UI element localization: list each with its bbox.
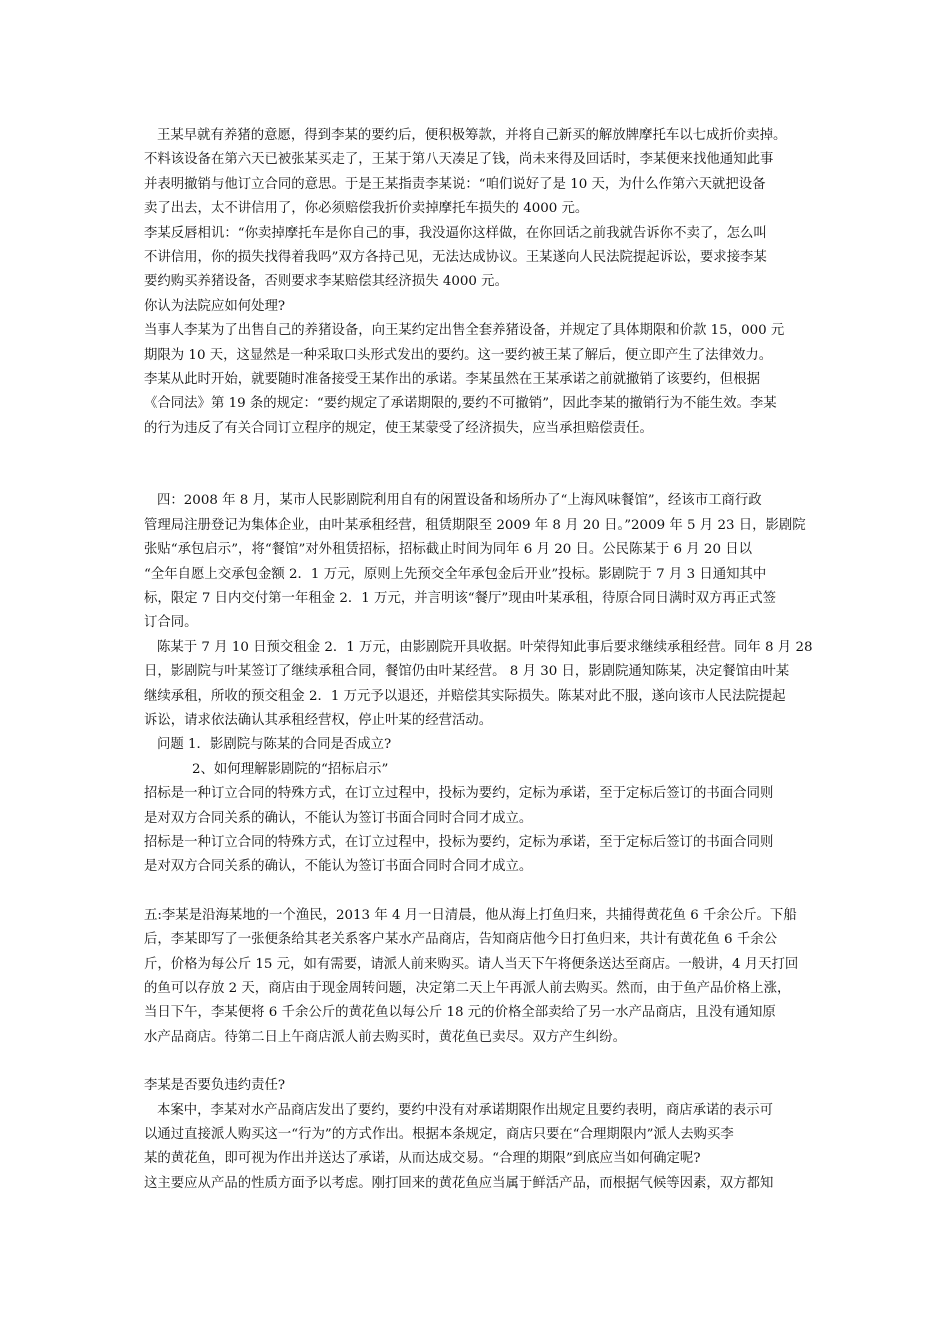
paragraph-line: 诉讼，请求依法确认其承租经营权，停止叶某的经营活动。 [144, 712, 493, 728]
spacer [144, 441, 816, 489]
answer-line: 这主要应从产品的性质方面予以考虑。刚打回来的黄花鱼应当属于鲜活产品，而根据气候等因素，双方都知 [144, 1175, 774, 1191]
question-text: 你认为法院应如何处理? [144, 298, 286, 314]
paragraph-line: 四：2008 年 8 月，某市人民影剧院利用自有的闲置设备和场所办了“上海风味餐馆”，经该市工商行政 [157, 493, 762, 509]
paragraph-line: 陈某于 7 月 10 日预交租金 2．1 万元，由影剧院开具收据。叶荣得知此事后要求继续承租经营。同年 8 月 28 [157, 639, 813, 655]
answer-line: 以通过直接派人购买这一“行为”的方式作出。根据本条规定，商店只要在“合理期限内”派人去购买李 [144, 1127, 734, 1143]
answer-line: 期限为 10 天，这显然是一种采取口头形式发出的要约。这一要约被王某了解后，便立即产生了法律效力。 [144, 347, 773, 363]
paragraph-line: 订合同。 [144, 615, 198, 631]
paragraph-line: 并表明撤销与他订立合同的意思。于是王某指责李某说：“咱们说好了是 10 天，为什么作第六天就把设备 [144, 176, 766, 192]
answer-line: 本案中，李某对水产品商店发出了要约，要约中没有对承诺期限作出规定且要约表明，商店承诺的表示可 [157, 1102, 773, 1118]
spacer [144, 1050, 816, 1074]
paragraph-line: 不讲信用，你的损失找得着我吗”双方各持己见，无法达成协议。王某遂向人民法院提起诉讼，要求接李某 [144, 250, 767, 266]
spacer [144, 880, 816, 904]
paragraph-line: “全年自愿上交承包金额 2．1 万元，原则上先预交全年承包金后开业”投标。影剧院于 7 月 3 日通知其中 [144, 566, 767, 582]
question-text: 李某是否要负违约责任? [144, 1078, 286, 1094]
paragraph-line: 张贴“承包启示”，将“餐馆”对外租赁招标，招标截止时间为同年 6 月 20 日。公民陈某于 6 月 20 日以 [144, 542, 753, 558]
paragraph-line: 不料该设备在第六天已被张某买走了，王某于第八天凑足了钱，尚未来得及回话时，李某便来找他通知此事 [144, 152, 774, 168]
paragraph-line: 要约购买养猪设备，否则要求李某赔偿其经济损失 4000 元。 [144, 274, 508, 290]
section-5 [144, 904, 816, 1196]
paragraph-line: 管理局注册登记为集体企业，由叶某承租经营，租赁期限至 2009 年 8 月 20 日。”2009 年 5 月 23 日，影剧院 [144, 517, 806, 533]
paragraph-line: 后，李某即写了一张便条给其老关系客户某水产品商店，告知商店他今日打鱼归来，共计有黄花鱼 6 千余公 [144, 932, 777, 948]
answer-line: 某的黄花鱼，即可视为作出并送达了承诺，从而达成交易。“合理的期限”到底应当如何确定呢? [144, 1151, 701, 1167]
paragraph-line: 卖了出去，太不讲信用了，你必须赔偿我折价卖掉摩托车损失的 4000 元。 [144, 201, 589, 217]
paragraph-line: 斤，价格为每公斤 15 元，如有需要，请派人前来购买。请人当天下午将便条送达至商店。一般讲，4 月天打回 [144, 956, 799, 972]
paragraph-line: 日，影剧院与叶某签订了继续承租合同，餐馆仍由叶某经营。 8 月 30 日，影剧院通知陈某，决定餐馆由叶某 [144, 664, 790, 680]
answer-line: 是对双方合同关系的确认，不能认为签订书面合同时合同才成立。 [144, 810, 533, 826]
answer-line: 当事人李某为了出售自己的养猪设备，向王某约定出售全套养猪设备，并规定了具体期限和价款 15，000 元 [144, 323, 785, 339]
section-3 [144, 124, 816, 441]
paragraph-line: 继续承租，所收的预交租金 2．1 万元予以退还，并赔偿其实际损失。陈某对此不服，遂向该市人民法院提起 [144, 688, 786, 704]
paragraph-line: 水产品商店。待第二日上午商店派人前去购买时，黄花鱼已卖尽。双方产生纠纷。 [144, 1029, 627, 1045]
answer-line: 《合同法》第 19 条的规定：“要约规定了承诺期限的,要约不可撤销”，因此李某的撤销行为不能生效。李某 [144, 396, 777, 412]
paragraph-line: 的鱼可以存放 2 天，商店由于现金周转问题，决定第二天上午再派人前去购买。然而，由于鱼产品价格上涨， [144, 981, 791, 996]
answer-line: 招标是一种订立合同的特殊方式，在订立过程中，投标为要约，定标为承诺，至于定标后签订的书面合同则 [144, 786, 774, 802]
paragraph-line: 五:李某是沿海某地的一个渔民，2013 年 4 月一日清晨，他从海上打鱼归来，共捕得黄花鱼 6 千余公斤。下船 [144, 907, 797, 923]
answer-line: 的行为违反了有关合同订立程序的规定，使王某蒙受了经济损失，应当承担赔偿责任。 [144, 420, 653, 436]
paragraph-line: 当日下午，李某便将 6 千余公斤的黄花鱼以每公斤 18 元的价格全部卖给了另一水产品商店，且没有通知原 [144, 1005, 776, 1021]
paragraph-line: 王某早就有养猪的意愿，得到李某的要约后，便积极筹款，并将自己新买的解放牌摩托车以七成折价卖掉。 [157, 128, 787, 143]
paragraph-line: 标，限定 7 日内交付第一年租金 2．1 万元，并言明该“餐厅”现由叶某承租，待原合同日满时双方再正式签 [144, 590, 777, 606]
answer-line: 是对双方合同关系的确认，不能认为签订书面合同时合同才成立。 [144, 859, 533, 875]
answer-line: 李某从此时开始，就要随时准备接受王某作出的承诺。李某虽然在王某承诺之前就撤销了该要约，但根据 [144, 372, 760, 388]
document-body [144, 124, 816, 1196]
answer-line: 招标是一种订立合同的特殊方式，在订立过程中，投标为要约，定标为承诺，至于定标后签订的书面合同则 [144, 834, 774, 850]
question-text: 2、如何理解影剧院的“招标启示” [192, 761, 389, 777]
question-text: 问题 1．影剧院与陈某的合同是否成立? [157, 737, 392, 753]
paragraph-line: 李某反唇相讥：“你卖掉摩托车是你自己的事，我没逼你这样做，在你回话之前我就告诉你不卖了，怎么叫 [144, 225, 767, 241]
section-4 [144, 489, 816, 880]
